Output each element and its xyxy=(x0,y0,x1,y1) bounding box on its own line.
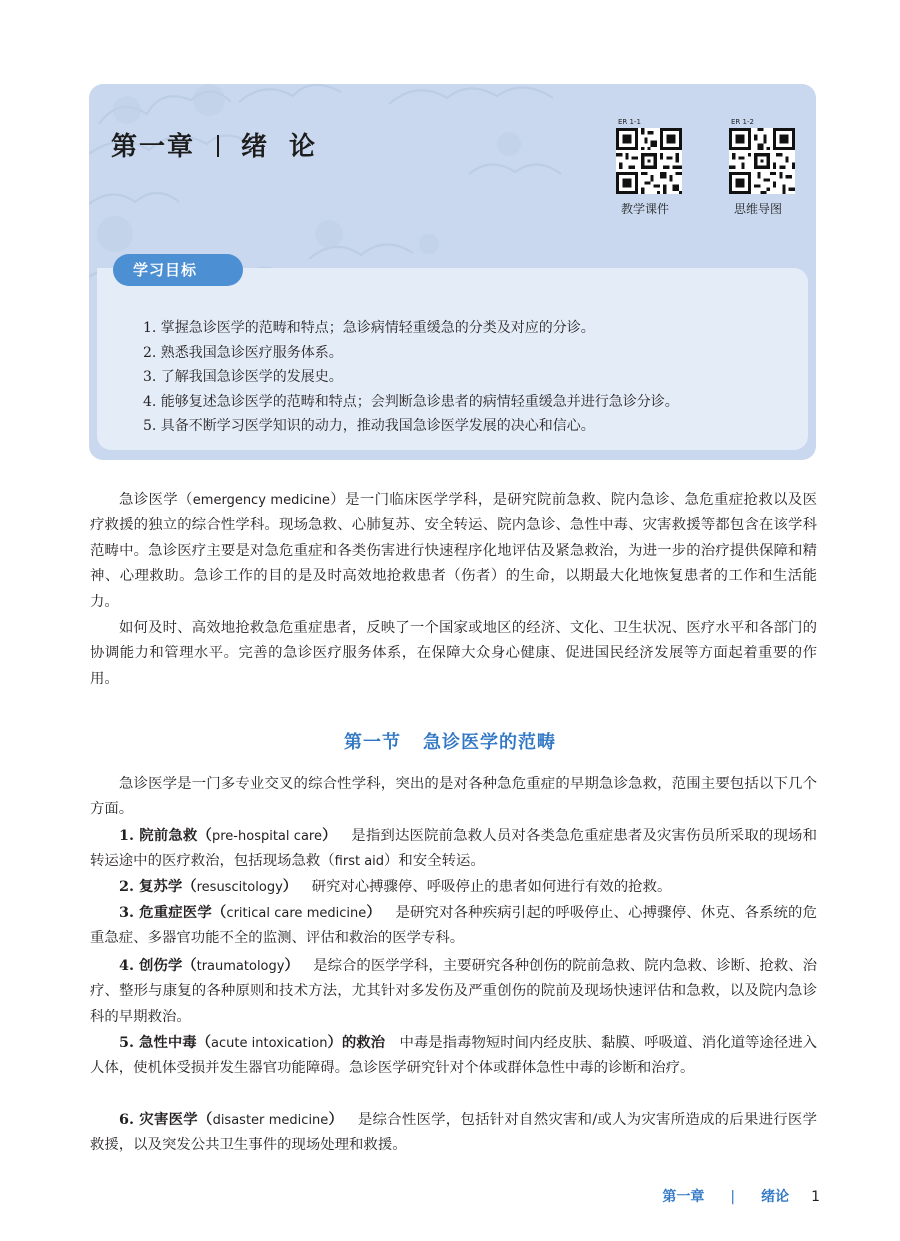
qr-code-icon[interactable] xyxy=(608,120,682,194)
item-term: 1. 院前急救（ xyxy=(119,827,212,844)
qr-label: 教学课件 xyxy=(620,202,669,216)
qr-code-id: ER 1-2 xyxy=(731,118,754,126)
item-term-close: ）的救治 xyxy=(327,1034,386,1051)
item-term-close: ） xyxy=(321,827,337,844)
item-text: 是综合的医学学科，主要研究各种创伤的院前急救、院内急救、诊断、抢救、治疗、整形与康复的各种原则和技术方法，尤其针对多发伤及严重创伤的院前及现场快速评估和急救，以及院内急诊科的早期救治。 xyxy=(90,958,817,1025)
english-term: traumatology xyxy=(196,959,285,974)
item-text: 是研究对各种疾病引起的呼吸停止、心搏骤停、休克、各系统的危重急症、多器官功能不全的监测、评估和救治的医学专科。 xyxy=(90,905,817,947)
objective-item: 1. 掌握急诊医学的范畴和特点；急诊病情轻重缓急的分类及对应的分诊。 xyxy=(143,320,595,336)
qr-code-id: ER 1-1 xyxy=(618,118,641,126)
objective-item: 4. 能够复述急诊医学的范畴和特点；会判断急诊患者的病情轻重缓急并进行急诊分诊。 xyxy=(143,393,679,410)
chapter-number: 第一章 xyxy=(111,132,196,162)
section-title xyxy=(0,728,900,754)
item-text: 中毒是指毒物短时间内经皮肤、黏膜、呼吸道、消化道等途径进入人体，使机体受损并发生器官功能障碍。急诊医学研究针对个体或群体急性中毒的诊断和治疗。 xyxy=(90,1035,817,1077)
scope-item-intoxication xyxy=(90,1030,817,1082)
objectives-title: 学习目标 xyxy=(113,254,243,286)
chapter-header-panel xyxy=(89,84,816,460)
item-term: 3. 危重症医学（ xyxy=(119,904,227,921)
text-run: ）是一门临床医学学科，是研究院前急救、院内急诊、急危重症抢救以及医疗救援的独立的综合性学科。现场急救、心肺复苏、安全转运、院内急诊、急性中毒、灾害救援等都包含在该学科范畴中。急诊医疗主要是对急危重症和各类伤害进行快速程序化地评估及紧急救治，为进一步的治疗提供保障和精神、心理救助。急诊工作的目的是及时高效地抢救患者（伤者）的生命，以期最大化地恢复患者的工作和生活能力。 xyxy=(90,492,817,610)
item-term: 4. 创伤学（ xyxy=(119,957,197,974)
item-term: 5. 急性中毒（ xyxy=(119,1034,212,1051)
text-run: 急诊医学（ xyxy=(119,492,193,508)
objectives-list xyxy=(143,316,679,439)
qr-code-icon[interactable] xyxy=(721,120,795,194)
chapter-title xyxy=(111,126,337,163)
qr-label: 思维导图 xyxy=(733,202,782,216)
section-lead-paragraph: 急诊医学是一门多专业交叉的综合性学科，突出的是对各种急危重症的早期急诊急救，范围主要包括以下几个方面。 xyxy=(90,776,817,818)
scope-item-critical-care xyxy=(90,900,817,952)
learning-objectives-box xyxy=(97,261,808,450)
scope-item-disaster xyxy=(90,1107,817,1159)
objective-item: 5. 具备不断学习医学知识的动力，推动我国急诊医学发展的决心和信心。 xyxy=(143,418,595,434)
objective-item: 2. 熟悉我国急诊医疗服务体系。 xyxy=(143,344,343,361)
objective-item: 3. 了解我国急诊医学的发展史。 xyxy=(143,369,343,385)
chapter-name: 绪论 xyxy=(241,132,338,162)
item-text: 是综合性医学，包括针对自然灾害和/或人为灾害所造成的后果进行医学救援，以及突发公共卫生事件的现场处理和救援。 xyxy=(90,1112,817,1154)
scope-item-resuscitology xyxy=(90,874,817,900)
section-number: 第一节 xyxy=(344,732,401,753)
item-term-close: ） xyxy=(366,904,381,921)
english-term: first aid xyxy=(334,854,385,870)
footer-chapter-name: 绪论 xyxy=(761,1189,790,1205)
english-term: critical care medicine xyxy=(226,906,367,921)
intro-paragraph-1 xyxy=(90,488,817,615)
item-text: ）和安全转运。 xyxy=(384,853,485,870)
qr-courseware[interactable] xyxy=(600,120,690,217)
page-number: 1 xyxy=(811,1189,820,1205)
footer-chapter: 第一章 xyxy=(662,1189,705,1205)
english-term: disaster medicine xyxy=(212,1113,329,1128)
qr-mindmap[interactable] xyxy=(713,120,803,217)
scope-item-prehospital xyxy=(90,823,817,875)
english-term: resuscitology xyxy=(196,880,283,895)
item-term-close: ） xyxy=(284,957,299,974)
footer-divider: | xyxy=(730,1189,736,1205)
section-name: 急诊医学的范畴 xyxy=(423,732,556,753)
scope-item-traumatology xyxy=(90,953,817,1030)
intro-paragraph-2: 如何及时、高效地抢救急危重症患者，反映了一个国家或地区的经济、文化、卫生状况、医疗水平和各部门的协调能力和管理水平。完善的急诊医疗服务体系，在保障大众身心健康、促进国民经济发展等方面起着重要的作用。 xyxy=(90,620,817,687)
item-term: 2. 复苏学（ xyxy=(119,878,197,895)
item-term-close: ） xyxy=(328,1111,344,1128)
english-term: acute intoxication xyxy=(211,1036,328,1051)
item-term: 6. 灾害医学（ xyxy=(119,1111,213,1128)
item-text: 是指到达医院前急救人员对各类急危重症患者及灾害伤员所采取的现场和转运途中的医疗救治，包括现场急救（ xyxy=(90,828,817,870)
page-footer xyxy=(662,1186,820,1206)
item-term-close: ） xyxy=(282,878,298,895)
english-term: pre-hospital care xyxy=(212,829,322,844)
item-text: 研究对心搏骤停、呼吸停止的患者如何进行有效的抢救。 xyxy=(311,879,672,895)
english-term: emergency medicine xyxy=(192,493,330,508)
title-divider xyxy=(217,135,219,157)
